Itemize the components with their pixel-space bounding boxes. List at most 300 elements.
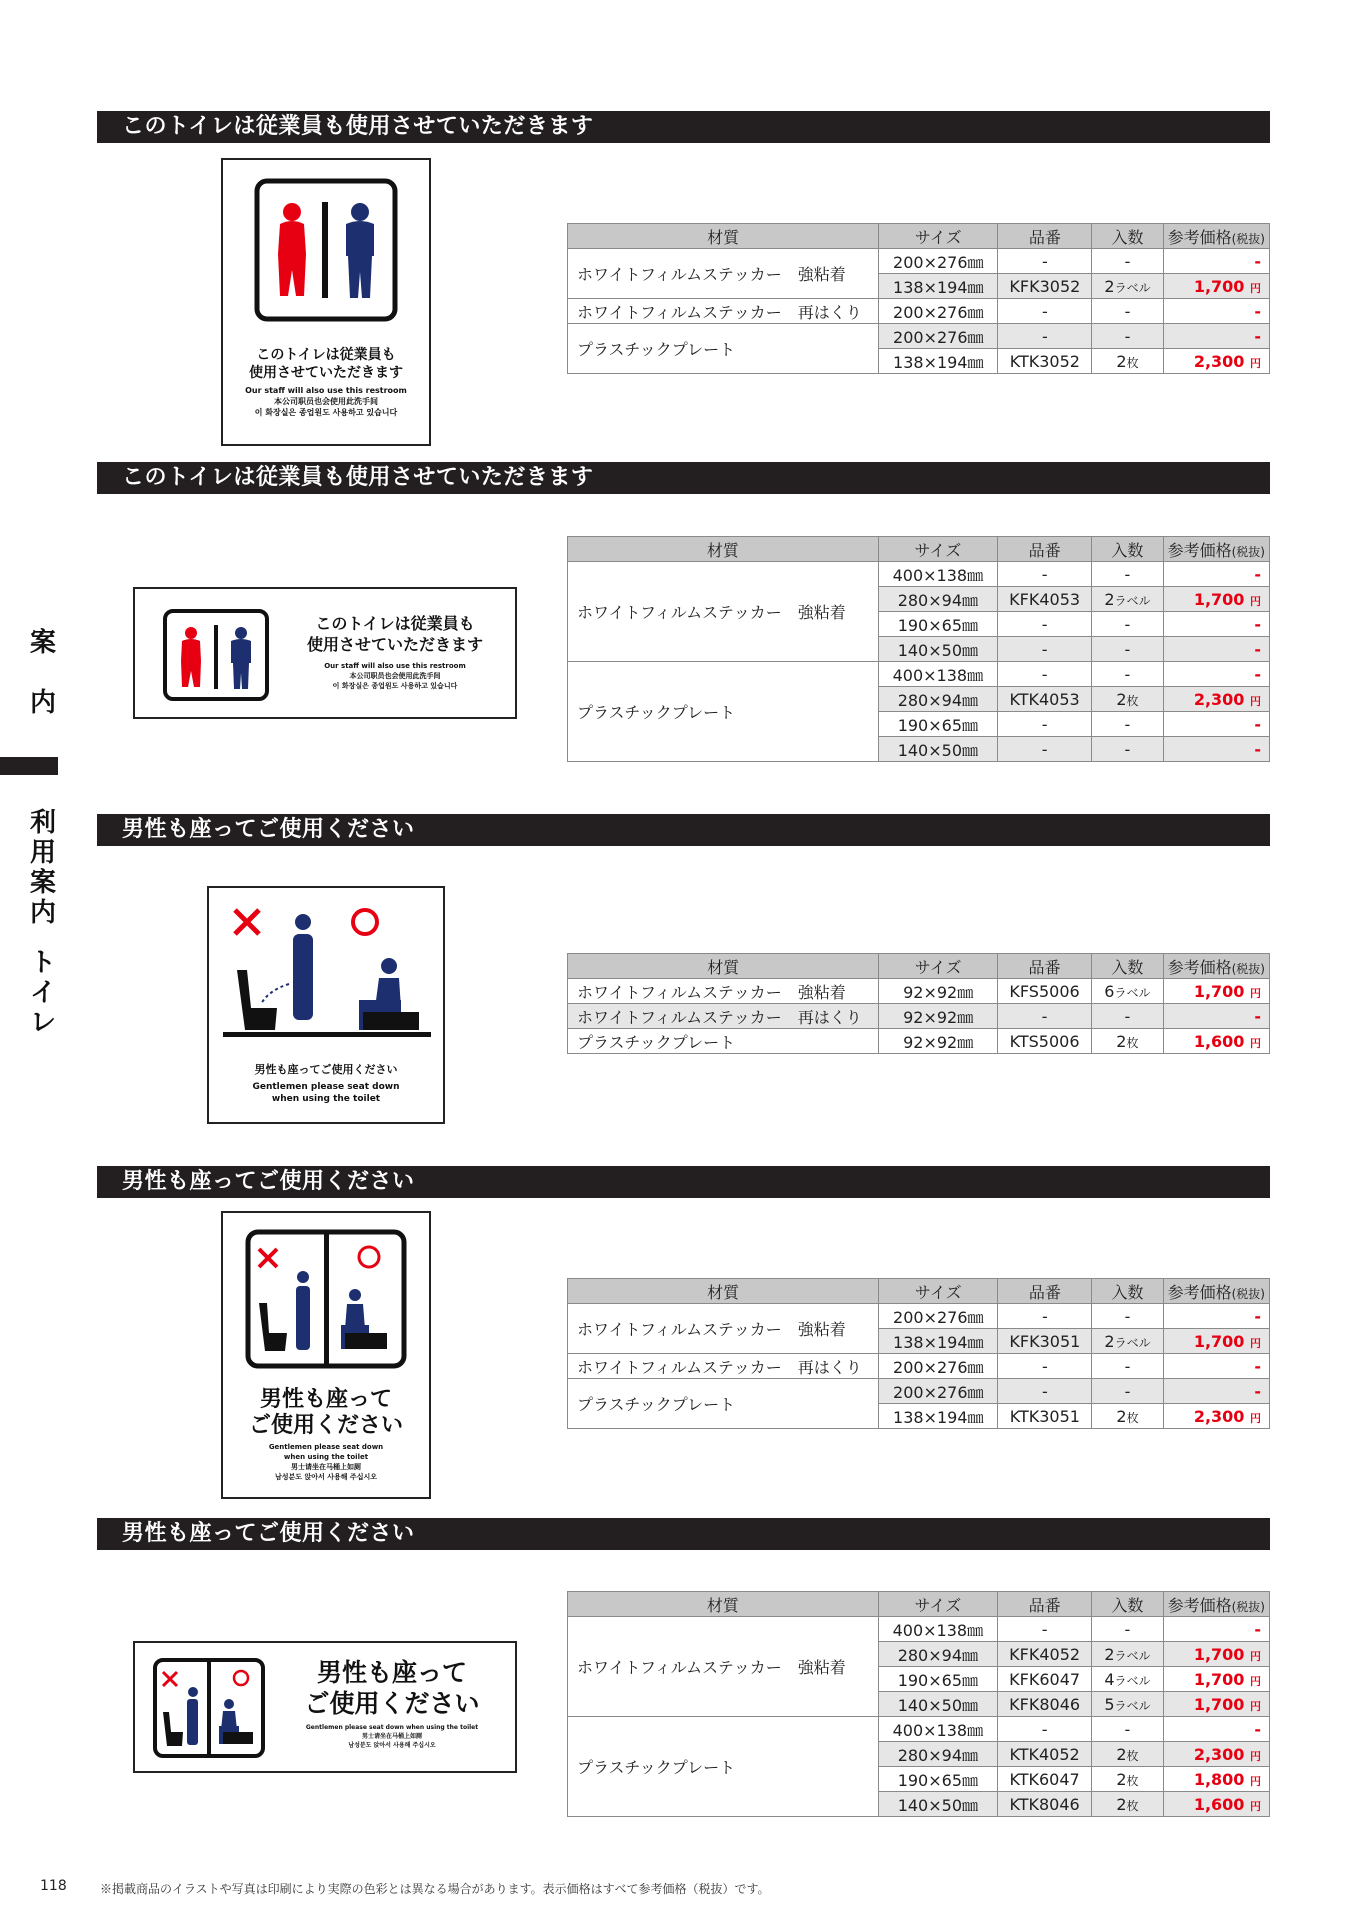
qty-value: -	[1124, 1006, 1131, 1026]
price-yen: 円	[1250, 594, 1261, 608]
qty-value: -	[1124, 739, 1131, 759]
cell-qty	[1092, 637, 1163, 662]
cell-price	[1163, 979, 1269, 1004]
table-row	[568, 1304, 1270, 1329]
cell-material: ホワイトフィルムステッカー 強粘着	[568, 249, 879, 299]
side-nav-char: 内	[29, 688, 56, 718]
sit-down-pictogram-icon	[245, 1229, 407, 1369]
cell-price	[1163, 249, 1269, 274]
cell-qty	[1092, 1004, 1163, 1029]
price-value: -	[1254, 714, 1261, 734]
section-header: このトイレは従業員も使用させていただきます	[97, 111, 1270, 143]
sign-chinese: 本公司职员也会使用此洗手间	[274, 397, 378, 406]
cell-size: 200×276㎜	[879, 1354, 998, 1379]
cell-price	[1163, 324, 1269, 349]
table-header-row	[568, 1279, 1270, 1304]
th-code: 品番	[998, 224, 1092, 249]
cell-qty	[1092, 1692, 1163, 1717]
sign-title-line: 使用させていただきます	[249, 365, 403, 381]
sign-staff-landscape	[133, 587, 517, 719]
price-yen: 円	[1250, 1774, 1261, 1788]
qty-value: 2	[1104, 1331, 1115, 1351]
qty-value: 2	[1116, 1406, 1127, 1426]
cell-material: ホワイトフィルムステッカー 再はくり	[568, 1004, 879, 1029]
sign-korean: 남성분도 앉아서 사용해 주십시오	[348, 1742, 436, 1749]
price-value: -	[1254, 1381, 1261, 1401]
cell-size: 280×94㎜	[878, 1742, 997, 1767]
cell-code: KTK8046	[997, 1792, 1091, 1817]
qty-value: 5	[1104, 1694, 1115, 1714]
cell-price	[1163, 1617, 1269, 1642]
section-header: 男性も座ってご使用ください	[97, 814, 1270, 846]
cell-price	[1163, 1667, 1269, 1692]
cell-price	[1163, 1642, 1269, 1667]
cell-qty	[1092, 1767, 1163, 1792]
cell-material: ホワイトフィルムステッカー 強粘着	[568, 1304, 879, 1354]
qty-unit: 枚	[1126, 1773, 1139, 1788]
qty-unit: 枚	[1126, 1410, 1139, 1425]
cell-code: -	[997, 1717, 1091, 1742]
price-value: -	[1254, 664, 1261, 684]
price-value: -	[1254, 251, 1261, 271]
sign-english: Our staff will also use this restroom	[245, 386, 407, 395]
sign-english: Gentlemen please seat down	[252, 1082, 400, 1092]
cell-code: -	[998, 1379, 1092, 1404]
cell-code: -	[997, 712, 1091, 737]
qty-unit: 枚	[1126, 693, 1139, 708]
sign-english: when using the toilet	[271, 1094, 381, 1104]
cell-size: 400×138㎜	[878, 562, 997, 587]
th-size: サイズ	[878, 537, 997, 562]
cell-code: KFK3051	[998, 1329, 1092, 1354]
cell-code: KFK8046	[997, 1692, 1091, 1717]
cell-material: ホワイトフィルムステッカー 強粘着	[568, 979, 879, 1004]
side-nav-char: 利	[29, 808, 56, 838]
sign-title-line: ご使用ください	[248, 1413, 403, 1438]
sign-title-line: 使用させていただきます	[306, 635, 483, 654]
th-price-label: 参考価格	[1167, 540, 1232, 560]
qty-value: 2	[1104, 1644, 1115, 1664]
cell-qty	[1092, 1354, 1163, 1379]
page-number: 118	[40, 1878, 67, 1894]
cell-material: プラスチックプレート	[568, 662, 879, 762]
table-row	[568, 1379, 1270, 1404]
cell-size: 200×276㎜	[879, 324, 998, 349]
sign-staff-portrait	[221, 158, 431, 446]
cell-qty	[1092, 1029, 1163, 1054]
qty-value: -	[1124, 301, 1131, 321]
price-yen: 円	[1250, 1699, 1261, 1713]
cell-price	[1163, 687, 1269, 712]
cell-price	[1163, 562, 1269, 587]
cell-code: -	[997, 1004, 1091, 1029]
section-header: 男性も座ってご使用ください	[97, 1518, 1270, 1550]
cell-price	[1163, 1692, 1269, 1717]
qty-value: -	[1124, 251, 1131, 271]
sign-title-line: このトイレは従業員も	[315, 614, 475, 633]
cell-price	[1163, 349, 1269, 374]
th-size: サイズ	[879, 1279, 998, 1304]
cell-qty	[1092, 1642, 1163, 1667]
cell-code: -	[997, 662, 1091, 687]
th-price-label: 参考価格	[1167, 227, 1232, 247]
cell-size: 190×65㎜	[878, 612, 997, 637]
qty-value: 4	[1104, 1669, 1115, 1689]
cell-size: 138×194㎜	[879, 349, 998, 374]
qty-value: -	[1124, 714, 1131, 734]
qty-value: -	[1124, 564, 1131, 584]
th-price-note: (税抜)	[1231, 544, 1265, 559]
th-price-label: 参考価格	[1167, 1595, 1232, 1615]
price-yen: 円	[1250, 356, 1261, 370]
cell-size: 400×138㎜	[878, 662, 997, 687]
cell-size: 92×92㎜	[879, 1029, 997, 1054]
table-row	[568, 979, 1270, 1004]
cell-size: 140×50㎜	[878, 1792, 997, 1817]
price-value: 1,800	[1193, 1769, 1245, 1789]
table-row	[568, 1029, 1270, 1054]
price-value: -	[1254, 1306, 1261, 1326]
spec-table	[567, 953, 1270, 1054]
cell-qty	[1092, 979, 1163, 1004]
cell-code: KFK4053	[997, 587, 1091, 612]
table-header-row	[568, 1592, 1270, 1617]
qty-unit: ラベル	[1114, 593, 1151, 608]
sign-seat-square	[207, 886, 445, 1124]
cell-size: 280×94㎜	[878, 687, 997, 712]
qty-unit: ラベル	[1114, 1648, 1151, 1663]
cell-code: -	[997, 1617, 1091, 1642]
cell-code: KFS5006	[997, 979, 1091, 1004]
qty-unit: 枚	[1126, 1748, 1139, 1763]
cell-size: 280×94㎜	[878, 587, 997, 612]
sit-down-pictogram-icon	[217, 900, 437, 1060]
cell-qty	[1092, 562, 1163, 587]
cell-code: -	[998, 299, 1092, 324]
sign-english: when using the toilet	[283, 1453, 369, 1461]
price-yen: 円	[1250, 281, 1261, 295]
cell-price	[1163, 1354, 1269, 1379]
th-qty: 入数	[1092, 954, 1163, 979]
price-value: -	[1254, 1619, 1261, 1639]
th-size: サイズ	[878, 1592, 997, 1617]
th-material: 材質	[568, 1592, 879, 1617]
cell-price	[1163, 1717, 1269, 1742]
sign-chinese: 男士请坐在马桶上如厕	[361, 1733, 422, 1740]
cell-qty	[1092, 349, 1163, 374]
cell-price	[1163, 274, 1269, 299]
cell-code: KTK6047	[997, 1767, 1091, 1792]
cell-qty	[1092, 687, 1163, 712]
sign-chinese: 本公司职员也会使用此洗手间	[349, 672, 441, 680]
cell-size: 400×138㎜	[878, 1717, 997, 1742]
th-qty: 入数	[1092, 224, 1163, 249]
sign-english: Gentlemen please seat down when using the toilet	[305, 1724, 479, 1731]
cell-code: -	[997, 637, 1091, 662]
th-price	[1163, 954, 1269, 979]
qty-unit: 枚	[1126, 1035, 1139, 1050]
qty-unit: 枚	[1126, 1798, 1139, 1813]
th-price	[1163, 537, 1269, 562]
price-value: -	[1254, 1356, 1261, 1376]
table-header-row	[568, 224, 1270, 249]
price-yen: 円	[1250, 1799, 1261, 1813]
cell-size: 280×94㎜	[878, 1642, 997, 1667]
price-value: 2,300	[1193, 1406, 1245, 1426]
side-nav-char: 案	[29, 628, 56, 658]
cell-code: KFK3052	[998, 274, 1092, 299]
cell-price	[1163, 587, 1269, 612]
price-value: 1,600	[1193, 1031, 1245, 1051]
cell-qty	[1092, 1329, 1163, 1354]
th-code: 品番	[997, 537, 1091, 562]
sign-english: Gentlemen please seat down	[268, 1443, 384, 1451]
cell-qty	[1092, 1304, 1163, 1329]
cell-size: 200×276㎜	[879, 1379, 998, 1404]
qty-value: -	[1124, 1619, 1131, 1639]
price-value: -	[1254, 739, 1261, 759]
qty-value: 6	[1104, 981, 1115, 1001]
footer-note: ※掲載商品のイラストや写真は印刷により実際の色彩とは異なる場合があります。表示価格はすべて参考価格（税抜）です。	[100, 1882, 770, 1896]
cell-price	[1163, 1404, 1269, 1429]
price-value: 1,700	[1193, 1669, 1245, 1689]
th-price-note: (税抜)	[1231, 1599, 1265, 1614]
cell-qty	[1092, 1717, 1163, 1742]
th-price-note: (税抜)	[1231, 1286, 1265, 1301]
price-value: -	[1254, 639, 1261, 659]
table-row	[568, 662, 1270, 687]
cell-size: 200×276㎜	[879, 249, 998, 274]
qty-unit: ラベル	[1114, 1673, 1151, 1688]
cell-code: -	[998, 324, 1092, 349]
side-nav-char: ト	[29, 948, 56, 978]
qty-value: 2	[1116, 1794, 1127, 1814]
sign-seat-portrait	[221, 1211, 431, 1499]
cell-price	[1163, 1792, 1269, 1817]
qty-unit: ラベル	[1114, 985, 1151, 1000]
sit-down-pictogram-icon	[153, 1658, 265, 1758]
cell-qty	[1092, 274, 1163, 299]
price-value: 1,700	[1193, 589, 1245, 609]
cell-price	[1163, 637, 1269, 662]
qty-value: -	[1124, 1306, 1131, 1326]
cell-price	[1163, 612, 1269, 637]
cell-material: プラスチックプレート	[568, 1379, 879, 1429]
qty-value: -	[1124, 1719, 1131, 1739]
cell-material: ホワイトフィルムステッカー 再はくり	[568, 1354, 879, 1379]
spec-table	[567, 1278, 1270, 1429]
cell-size: 140×50㎜	[878, 737, 997, 762]
th-code: 品番	[997, 1592, 1091, 1617]
spec-table	[567, 536, 1270, 762]
cell-price	[1163, 1742, 1269, 1767]
restroom-pictogram-icon	[254, 178, 398, 322]
th-material: 材質	[568, 224, 879, 249]
cell-price	[1163, 299, 1269, 324]
qty-value: 2	[1116, 1744, 1127, 1764]
th-code: 品番	[997, 954, 1091, 979]
cell-qty	[1092, 662, 1163, 687]
sign-english: Our staff will also use this restroom	[324, 662, 466, 670]
cell-code: -	[997, 737, 1091, 762]
cell-material: ホワイトフィルムステッカー 強粘着	[568, 1617, 879, 1717]
price-value: -	[1254, 1719, 1261, 1739]
qty-unit: ラベル	[1114, 1335, 1151, 1350]
cell-code: KTK4053	[997, 687, 1091, 712]
cell-code: KTK3052	[998, 349, 1092, 374]
restroom-pictogram-icon	[163, 609, 269, 701]
sign-title-line: ご使用ください	[304, 1689, 480, 1718]
cell-code: KTK3051	[998, 1404, 1092, 1429]
side-nav-top	[28, 628, 58, 718]
cell-code: -	[997, 562, 1091, 587]
cell-price	[1163, 1329, 1269, 1354]
price-value: 1,700	[1193, 276, 1245, 296]
cell-material: プラスチックプレート	[568, 1029, 879, 1054]
table-row	[568, 562, 1270, 587]
price-value: 2,300	[1193, 689, 1245, 709]
cell-size: 140×50㎜	[878, 637, 997, 662]
th-price	[1163, 1592, 1269, 1617]
qty-value: 2	[1104, 276, 1115, 296]
cell-qty	[1092, 737, 1163, 762]
th-price-note: (税抜)	[1231, 961, 1265, 976]
qty-unit: 枚	[1126, 355, 1139, 370]
price-yen: 円	[1250, 1749, 1261, 1763]
sign-korean: 이 화장실은 종업원도 사용하고 있습니다	[332, 682, 458, 690]
cell-qty	[1092, 1742, 1163, 1767]
table-row	[568, 299, 1270, 324]
cell-qty	[1092, 1792, 1163, 1817]
qty-value: -	[1124, 326, 1131, 346]
price-value: -	[1254, 326, 1261, 346]
price-value: 1,700	[1193, 1644, 1245, 1664]
cell-price	[1163, 1379, 1269, 1404]
table-row	[568, 249, 1270, 274]
th-price-note: (税抜)	[1231, 231, 1265, 246]
cell-qty	[1092, 1404, 1163, 1429]
cell-size: 190×65㎜	[878, 1667, 997, 1692]
qty-value: -	[1124, 1381, 1131, 1401]
qty-value: 2	[1116, 689, 1127, 709]
th-price-label: 参考価格	[1167, 957, 1232, 977]
price-yen: 円	[1250, 694, 1261, 708]
spec-table	[567, 223, 1270, 374]
cell-size: 190×65㎜	[878, 712, 997, 737]
cell-price	[1163, 1767, 1269, 1792]
cell-size: 138×194㎜	[879, 1329, 998, 1354]
cell-qty	[1092, 249, 1163, 274]
price-yen: 円	[1250, 1649, 1261, 1663]
cell-size: 140×50㎜	[878, 1692, 997, 1717]
table-row	[568, 324, 1270, 349]
table-header-row	[568, 954, 1270, 979]
cell-qty	[1092, 1617, 1163, 1642]
cell-size: 92×92㎜	[879, 979, 997, 1004]
side-nav-bottom	[28, 808, 58, 1038]
table-row	[568, 1004, 1270, 1029]
sign-korean: 남성분도 앉아서 사용해 주십시오	[275, 1473, 377, 1481]
qty-value: -	[1124, 639, 1131, 659]
cell-price	[1163, 1004, 1269, 1029]
cell-price	[1163, 1029, 1269, 1054]
side-nav-char: レ	[29, 1008, 56, 1038]
price-value: -	[1254, 614, 1261, 634]
price-yen: 円	[1250, 1674, 1261, 1688]
qty-value: -	[1124, 1356, 1131, 1376]
th-price	[1163, 224, 1269, 249]
side-nav-char: 用	[29, 838, 56, 868]
cell-code: -	[998, 1354, 1092, 1379]
th-qty: 入数	[1092, 537, 1163, 562]
price-yen: 円	[1250, 1336, 1261, 1350]
cell-price	[1163, 712, 1269, 737]
price-value: 1,700	[1193, 1331, 1245, 1351]
cell-code: KTK4052	[997, 1742, 1091, 1767]
cell-code: -	[998, 1304, 1092, 1329]
cell-qty	[1092, 299, 1163, 324]
cell-qty	[1092, 324, 1163, 349]
cell-code: KFK6047	[997, 1667, 1091, 1692]
cell-size: 92×92㎜	[879, 1004, 997, 1029]
table-row	[568, 1617, 1270, 1642]
side-nav-char: 内	[29, 898, 56, 928]
table-row	[568, 1717, 1270, 1742]
th-qty: 入数	[1092, 1279, 1163, 1304]
th-code: 品番	[998, 1279, 1092, 1304]
qty-unit: ラベル	[1114, 280, 1151, 295]
price-value: 2,300	[1193, 351, 1245, 371]
price-yen: 円	[1250, 1036, 1261, 1050]
th-material: 材質	[568, 1279, 879, 1304]
price-value: 1,600	[1193, 1794, 1245, 1814]
cell-size: 190×65㎜	[878, 1767, 997, 1792]
sign-chinese: 男士请坐在马桶上如厕	[291, 1463, 361, 1471]
table-header-row	[568, 537, 1270, 562]
price-value: -	[1254, 1006, 1261, 1026]
price-value: 1,700	[1193, 981, 1245, 1001]
th-size: サイズ	[879, 954, 997, 979]
cell-qty	[1092, 1379, 1163, 1404]
side-nav-char: 案	[29, 868, 56, 898]
th-qty: 入数	[1092, 1592, 1163, 1617]
cell-material: ホワイトフィルムステッカー 強粘着	[568, 562, 879, 662]
cell-price	[1163, 662, 1269, 687]
cell-qty	[1092, 612, 1163, 637]
sign-seat-landscape	[133, 1641, 517, 1773]
qty-value: 2	[1116, 1769, 1127, 1789]
cell-material: ホワイトフィルムステッカー 再はくり	[568, 299, 879, 324]
cell-size: 138×194㎜	[879, 1404, 998, 1429]
price-value: 2,300	[1193, 1744, 1245, 1764]
cell-code: KFK4052	[997, 1642, 1091, 1667]
cell-qty	[1092, 587, 1163, 612]
cell-code: KTS5006	[997, 1029, 1091, 1054]
sign-title-line: このトイレは従業員も	[256, 347, 396, 363]
th-size: サイズ	[879, 224, 998, 249]
spec-table	[567, 1591, 1270, 1817]
price-yen: 円	[1250, 1411, 1261, 1425]
cell-qty	[1092, 712, 1163, 737]
th-material: 材質	[568, 537, 879, 562]
side-nav-char	[28, 928, 58, 948]
qty-unit: ラベル	[1114, 1698, 1151, 1713]
sign-title-line: 男性も座ってご使用ください	[254, 1063, 398, 1076]
qty-value: 2	[1116, 351, 1127, 371]
cell-size: 138×194㎜	[879, 274, 998, 299]
cell-price	[1163, 1304, 1269, 1329]
cell-price	[1163, 737, 1269, 762]
